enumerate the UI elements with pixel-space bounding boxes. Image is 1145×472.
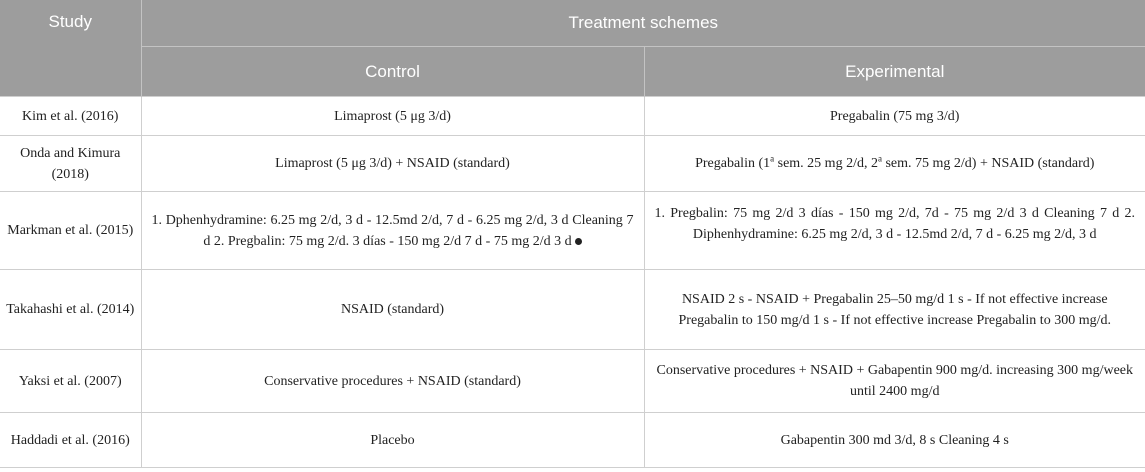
- control-cell: Limaprost (5 μg 3/d): [141, 97, 644, 136]
- control-cell: Conservative procedures + NSAID (standard): [141, 350, 644, 413]
- superscript: a: [877, 153, 882, 164]
- table-row: [0, 136, 1145, 192]
- study-cell: Yaksi et al. (2007): [0, 350, 141, 413]
- study-cell: Kim et al. (2016): [0, 97, 141, 136]
- experimental-cell: Gabapentin 300 md 3/d, 8 s Cleaning 4 s: [644, 413, 1145, 468]
- table-row: [0, 413, 1145, 468]
- control-cell: Limaprost (5 μg 3/d) + NSAID (standard): [141, 136, 644, 192]
- experimental-cell: 1. Pregbalin: 75 mg 2/d 3 días - 150 mg 2/d, 7d - 75 mg 2/d 3 d Cleaning 7 d 2. Diphenhydramine: 6.25 mg 2/d, 3 d - 12.5md 2/d, 7 d - 6.25 mg 2/d, 3 d: [644, 192, 1145, 270]
- control-cell: [141, 192, 644, 270]
- text-part: Pregabalin (1: [695, 156, 771, 171]
- experimental-cell: Conservative procedures + NSAID + Gabapentin 900 mg/d. increasing 300 mg/week until 2400 mg/d: [644, 350, 1145, 413]
- experimental-cell: NSAID 2 s - NSAID + Pregabalin 25–50 mg/d 1 s - If not effective increase Pregabalin to 150 mg/d 1 s - If not effective increase Pregabalin to 300 mg/d.: [644, 270, 1145, 350]
- table-row: [0, 270, 1145, 350]
- header-experimental: Experimental: [644, 47, 1145, 97]
- study-cell: Takahashi et al. (2014): [0, 270, 141, 350]
- text-part: sem. 25 mg 2/d, 2: [774, 156, 878, 171]
- header-control: Control: [141, 47, 644, 97]
- control-cell: Placebo: [141, 413, 644, 468]
- study-cell: Onda and Kimura (2018): [0, 136, 141, 192]
- table-row: [0, 350, 1145, 413]
- text-part: sem. 75 mg 2/d) + NSAID (standard): [881, 156, 1095, 171]
- experimental-cell: Pregabalin (75 mg 3/d): [644, 97, 1145, 136]
- table-row: [0, 192, 1145, 270]
- experimental-cell: [644, 136, 1145, 192]
- study-cell: Markman et al. (2015): [0, 192, 141, 270]
- header-treatment-schemes: Treatment schemes: [141, 0, 1145, 47]
- control-text: 1. Dphenhydramine: 6.25 mg 2/d, 3 d - 12.5md 2/d, 7 d - 6.25 mg 2/d, 3 d Cleaning 7 d 2. Pregbalin: 75 mg 2/d. 3 días - 150 mg 2/d 7 d - 75 mg 2/d 3 d: [151, 212, 634, 249]
- study-cell: Haddadi et al. (2016): [0, 413, 141, 468]
- header-study: Study: [0, 0, 141, 97]
- control-cell: NSAID (standard): [141, 270, 644, 350]
- bullet-icon: [575, 238, 582, 245]
- table-row: [0, 97, 1145, 136]
- superscript: a: [770, 153, 775, 164]
